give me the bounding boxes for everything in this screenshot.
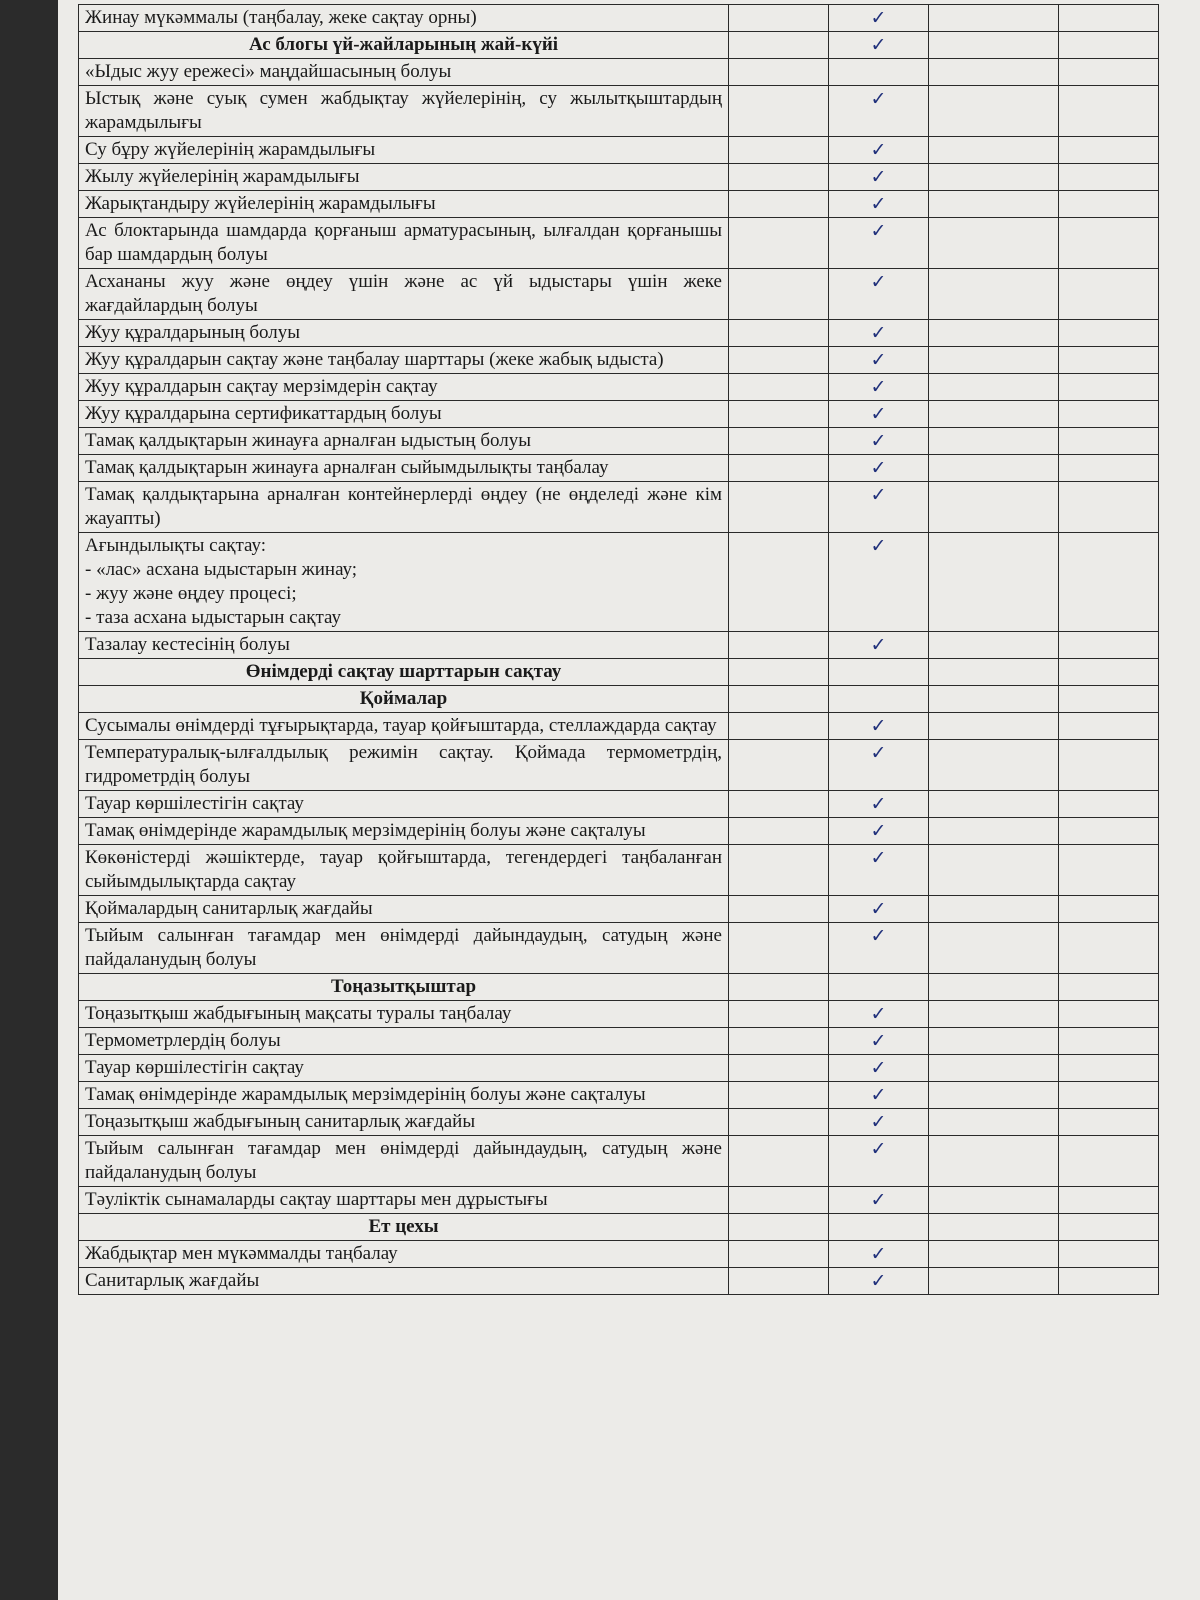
empty-cell <box>929 86 1059 137</box>
empty-cell <box>729 32 829 59</box>
checklist-row <box>79 374 1159 401</box>
empty-cell <box>929 374 1059 401</box>
checkmark-cell <box>829 59 929 86</box>
empty-cell <box>1059 791 1159 818</box>
checklist-row <box>79 1187 1159 1214</box>
empty-cell <box>729 974 829 1001</box>
checklist-row <box>79 818 1159 845</box>
checklist-row <box>79 137 1159 164</box>
section-row <box>79 659 1159 686</box>
empty-cell <box>729 401 829 428</box>
checklist-row <box>79 1109 1159 1136</box>
checkmark-cell: ✓ <box>829 740 929 791</box>
checklist-row <box>79 740 1159 791</box>
requirement-text: Тазалау кестесінің болуы <box>79 632 729 659</box>
checkmark-cell: ✓ <box>829 374 929 401</box>
empty-cell <box>929 164 1059 191</box>
requirement-text: Тамақ өнімдерінде жарамдылық мерзімдерінің болуы және сақталуы <box>79 818 729 845</box>
checkmark-cell: ✓ <box>829 1109 929 1136</box>
checklist-row <box>79 59 1159 86</box>
empty-cell <box>729 1214 829 1241</box>
section-heading: Өнімдерді сақтау шарттарын сақтау <box>79 659 729 686</box>
checkmark-cell <box>829 659 929 686</box>
empty-cell <box>929 1187 1059 1214</box>
empty-cell <box>729 923 829 974</box>
requirement-text: Тыйым салынған тағамдар мен өнімдерді дайындаудың, сатудың және пайдаланудың болуы <box>79 1136 729 1187</box>
empty-cell <box>729 137 829 164</box>
checklist-row <box>79 1001 1159 1028</box>
empty-cell <box>929 347 1059 374</box>
checklist-row <box>79 5 1159 32</box>
requirement-text: Ас блоктарында шамдарда қорғаныш арматурасының, ылғалдан қорғанышы бар шамдардың болуы <box>79 218 729 269</box>
empty-cell <box>929 1109 1059 1136</box>
checkmark-cell: ✓ <box>829 791 929 818</box>
section-heading: Қоймалар <box>79 686 729 713</box>
empty-cell <box>729 347 829 374</box>
checkmark-cell: ✓ <box>829 86 929 137</box>
empty-cell <box>1059 974 1159 1001</box>
checkmark-cell: ✓ <box>829 218 929 269</box>
requirement-text: Жарықтандыру жүйелерінің жарамдылығы <box>79 191 729 218</box>
empty-cell <box>929 320 1059 347</box>
empty-cell <box>729 482 829 533</box>
checklist-row <box>79 1028 1159 1055</box>
requirement-line: - жуу және өңдеу процесі; <box>85 583 297 604</box>
checkmark-cell: ✓ <box>829 137 929 164</box>
empty-cell <box>1059 1082 1159 1109</box>
requirement-text: Тамақ қалдықтарына арналған контейнерлерді өңдеу (не өңделеді және кім жауапты) <box>79 482 729 533</box>
checkmark-cell <box>829 1214 929 1241</box>
checklist-row <box>79 428 1159 455</box>
requirement-text <box>79 533 729 632</box>
empty-cell <box>729 218 829 269</box>
checklist-row <box>79 455 1159 482</box>
empty-cell <box>929 1241 1059 1268</box>
empty-cell <box>929 191 1059 218</box>
checkmark-cell: ✓ <box>829 482 929 533</box>
empty-cell <box>1059 1055 1159 1082</box>
empty-cell <box>1059 1109 1159 1136</box>
empty-cell <box>729 191 829 218</box>
empty-cell <box>929 974 1059 1001</box>
requirement-text: Асхананы жуу және өңдеу үшін және ас үй ыдыстары үшін жеке жағдайлардың болуы <box>79 269 729 320</box>
empty-cell <box>1059 1214 1159 1241</box>
empty-cell <box>929 32 1059 59</box>
requirement-text: Жуу құралдарын сақтау және таңбалау шарттары (жеке жабық ыдыста) <box>79 347 729 374</box>
empty-cell <box>729 320 829 347</box>
section-heading: Ас блогы үй-жайларының жай-күйі <box>79 32 729 59</box>
empty-cell <box>729 533 829 632</box>
requirement-text: Тамақ қалдықтарын жинауға арналған ыдыстың болуы <box>79 428 729 455</box>
checklist-row <box>79 482 1159 533</box>
checkmark-cell: ✓ <box>829 896 929 923</box>
requirement-text: Тауар көршілестігін сақтау <box>79 791 729 818</box>
empty-cell <box>729 59 829 86</box>
checkmark-cell: ✓ <box>829 1028 929 1055</box>
empty-cell <box>729 1001 829 1028</box>
empty-cell <box>729 686 829 713</box>
empty-cell <box>1059 923 1159 974</box>
section-row <box>79 686 1159 713</box>
empty-cell <box>929 533 1059 632</box>
empty-cell <box>729 374 829 401</box>
empty-cell <box>1059 1241 1159 1268</box>
empty-cell <box>929 1028 1059 1055</box>
checklist-row <box>79 845 1159 896</box>
checkmark-cell: ✓ <box>829 632 929 659</box>
empty-cell <box>1059 218 1159 269</box>
checkmark-cell: ✓ <box>829 1001 929 1028</box>
empty-cell <box>729 791 829 818</box>
empty-cell <box>929 482 1059 533</box>
checkmark-cell: ✓ <box>829 1241 929 1268</box>
empty-cell <box>729 269 829 320</box>
checklist-row <box>79 191 1159 218</box>
checklist-row <box>79 269 1159 320</box>
checklist-row <box>79 86 1159 137</box>
requirement-text: Көкөністерді жәшіктерде, тауар қойғыштарда, тегендердегі таңбаланған сыйымдылықтарда сақтау <box>79 845 729 896</box>
empty-cell <box>1059 59 1159 86</box>
section-heading: Ет цехы <box>79 1214 729 1241</box>
checkmark-cell: ✓ <box>829 164 929 191</box>
empty-cell <box>1059 347 1159 374</box>
empty-cell <box>929 137 1059 164</box>
checklist-row <box>79 218 1159 269</box>
empty-cell <box>1059 659 1159 686</box>
requirement-text: Қоймалардың санитарлық жағдайы <box>79 896 729 923</box>
checkmark-cell <box>829 974 929 1001</box>
empty-cell <box>929 740 1059 791</box>
empty-cell <box>729 896 829 923</box>
empty-cell <box>1059 482 1159 533</box>
empty-cell <box>729 740 829 791</box>
checklist-row <box>79 533 1159 632</box>
empty-cell <box>1059 428 1159 455</box>
checklist-row <box>79 1082 1159 1109</box>
empty-cell <box>929 896 1059 923</box>
empty-cell <box>1059 5 1159 32</box>
checkmark-cell: ✓ <box>829 5 929 32</box>
checkmark-cell: ✓ <box>829 320 929 347</box>
empty-cell <box>929 1001 1059 1028</box>
requirement-text: Жинау мүкәммалы (таңбалау, жеке сақтау орны) <box>79 5 729 32</box>
requirement-text: Жуу құралдарына сертификаттардың болуы <box>79 401 729 428</box>
requirement-text: Тамақ өнімдерінде жарамдылық мерзімдерінің болуы және сақталуы <box>79 1082 729 1109</box>
empty-cell <box>729 5 829 32</box>
checkmark-cell: ✓ <box>829 347 929 374</box>
section-heading: Тоңазытқыштар <box>79 974 729 1001</box>
empty-cell <box>929 401 1059 428</box>
empty-cell <box>929 269 1059 320</box>
empty-cell <box>1059 269 1159 320</box>
empty-cell <box>929 1055 1059 1082</box>
empty-cell <box>1059 1028 1159 1055</box>
requirement-text: Санитарлық жағдайы <box>79 1268 729 1295</box>
empty-cell <box>729 1136 829 1187</box>
requirement-line: - «лас» асхана ыдыстарын жинау; <box>85 559 358 580</box>
empty-cell <box>929 923 1059 974</box>
empty-cell <box>929 791 1059 818</box>
empty-cell <box>929 818 1059 845</box>
empty-cell <box>729 659 829 686</box>
checklist-row <box>79 347 1159 374</box>
empty-cell <box>1059 374 1159 401</box>
requirement-text: Тоңазытқыш жабдығының санитарлық жағдайы <box>79 1109 729 1136</box>
empty-cell <box>929 686 1059 713</box>
empty-cell <box>729 1028 829 1055</box>
requirement-text: Жабдықтар мен мүкәммалды таңбалау <box>79 1241 729 1268</box>
empty-cell <box>1059 32 1159 59</box>
empty-cell <box>729 1268 829 1295</box>
empty-cell <box>1059 137 1159 164</box>
empty-cell <box>1059 740 1159 791</box>
empty-cell <box>1059 1001 1159 1028</box>
checklist-row <box>79 320 1159 347</box>
checkmark-cell: ✓ <box>829 845 929 896</box>
section-row <box>79 974 1159 1001</box>
requirement-line: Ағындылықты сақтау: <box>85 535 267 556</box>
empty-cell <box>929 59 1059 86</box>
empty-cell <box>929 5 1059 32</box>
empty-cell <box>729 1055 829 1082</box>
checkmark-cell: ✓ <box>829 713 929 740</box>
checkmark-cell: ✓ <box>829 32 929 59</box>
requirement-text: Тоңазытқыш жабдығының мақсаты туралы таңбалау <box>79 1001 729 1028</box>
empty-cell <box>1059 455 1159 482</box>
requirement-text: Тауар көршілестігін сақтау <box>79 1055 729 1082</box>
empty-cell <box>1059 713 1159 740</box>
empty-cell <box>929 713 1059 740</box>
requirement-text: Тәуліктік сынамаларды сақтау шарттары мен дұрыстығы <box>79 1187 729 1214</box>
checkmark-cell: ✓ <box>829 1187 929 1214</box>
empty-cell <box>929 845 1059 896</box>
empty-cell <box>1059 533 1159 632</box>
checklist-row <box>79 164 1159 191</box>
checklist-row <box>79 1055 1159 1082</box>
empty-cell <box>1059 686 1159 713</box>
checklist-row <box>79 896 1159 923</box>
checklist-row <box>79 791 1159 818</box>
empty-cell <box>1059 1268 1159 1295</box>
checkmark-cell: ✓ <box>829 455 929 482</box>
empty-cell <box>1059 1187 1159 1214</box>
requirement-text: Температуралық-ылғалдылық режимін сақтау. Қоймада термометрдің, гидрометрдің болуы <box>79 740 729 791</box>
empty-cell <box>729 1187 829 1214</box>
empty-cell <box>1059 86 1159 137</box>
empty-cell <box>729 1241 829 1268</box>
empty-cell <box>1059 401 1159 428</box>
empty-cell <box>729 818 829 845</box>
checklist-row <box>79 632 1159 659</box>
checklist-row <box>79 1268 1159 1295</box>
requirement-text: Ыстық және суық сумен жабдықтау жүйелерінің, су жылытқыштардың жарамдылығы <box>79 86 729 137</box>
checkmark-cell: ✓ <box>829 1268 929 1295</box>
checklist-row <box>79 1241 1159 1268</box>
checkmark-cell: ✓ <box>829 1055 929 1082</box>
empty-cell <box>1059 632 1159 659</box>
empty-cell <box>729 1082 829 1109</box>
empty-cell <box>929 1268 1059 1295</box>
requirement-text: Сусымалы өнімдерді тұғырықтарда, тауар қойғыштарда, стеллаждарда сақтау <box>79 713 729 740</box>
empty-cell <box>929 659 1059 686</box>
empty-cell <box>929 218 1059 269</box>
empty-cell <box>729 1109 829 1136</box>
section-row <box>79 32 1159 59</box>
requirement-text: Жуу құралдарының болуы <box>79 320 729 347</box>
empty-cell <box>1059 320 1159 347</box>
empty-cell <box>1059 818 1159 845</box>
checkmark-cell: ✓ <box>829 818 929 845</box>
checkmark-cell: ✓ <box>829 533 929 632</box>
empty-cell <box>729 632 829 659</box>
empty-cell <box>729 164 829 191</box>
requirement-text: Су бұру жүйелерінің жарамдылығы <box>79 137 729 164</box>
checkmark-cell: ✓ <box>829 269 929 320</box>
checkmark-cell: ✓ <box>829 1082 929 1109</box>
checkmark-cell: ✓ <box>829 428 929 455</box>
empty-cell <box>929 1136 1059 1187</box>
checklist-row <box>79 923 1159 974</box>
checkmark-cell: ✓ <box>829 191 929 218</box>
checklist-row <box>79 713 1159 740</box>
requirement-text: «Ыдыс жуу ережесі» маңдайшасының болуы <box>79 59 729 86</box>
requirement-text: Жуу құралдарын сақтау мерзімдерін сақтау <box>79 374 729 401</box>
requirement-line: - таза асхана ыдыстарын сақтау <box>85 607 341 628</box>
empty-cell <box>1059 845 1159 896</box>
empty-cell <box>929 1082 1059 1109</box>
empty-cell <box>929 455 1059 482</box>
checklist-row <box>79 1136 1159 1187</box>
requirement-text: Тамақ қалдықтарын жинауға арналған сыйымдылықты таңбалау <box>79 455 729 482</box>
empty-cell <box>1059 164 1159 191</box>
requirement-text: Тыйым салынған тағамдар мен өнімдерді дайындаудың, сатудың және пайдаланудың болуы <box>79 923 729 974</box>
empty-cell <box>1059 896 1159 923</box>
section-row <box>79 1214 1159 1241</box>
checkmark-cell <box>829 686 929 713</box>
empty-cell <box>929 428 1059 455</box>
checklist-row <box>79 401 1159 428</box>
empty-cell <box>729 86 829 137</box>
empty-cell <box>929 632 1059 659</box>
inspection-checklist-table <box>78 4 1159 1295</box>
empty-cell <box>929 1214 1059 1241</box>
empty-cell <box>729 428 829 455</box>
empty-cell <box>729 455 829 482</box>
checkmark-cell: ✓ <box>829 923 929 974</box>
requirement-text: Жылу жүйелерінің жарамдылығы <box>79 164 729 191</box>
empty-cell <box>1059 191 1159 218</box>
empty-cell <box>1059 1136 1159 1187</box>
checkmark-cell: ✓ <box>829 1136 929 1187</box>
empty-cell <box>729 713 829 740</box>
empty-cell <box>729 845 829 896</box>
requirement-text: Термометрлердің болуы <box>79 1028 729 1055</box>
checkmark-cell: ✓ <box>829 401 929 428</box>
